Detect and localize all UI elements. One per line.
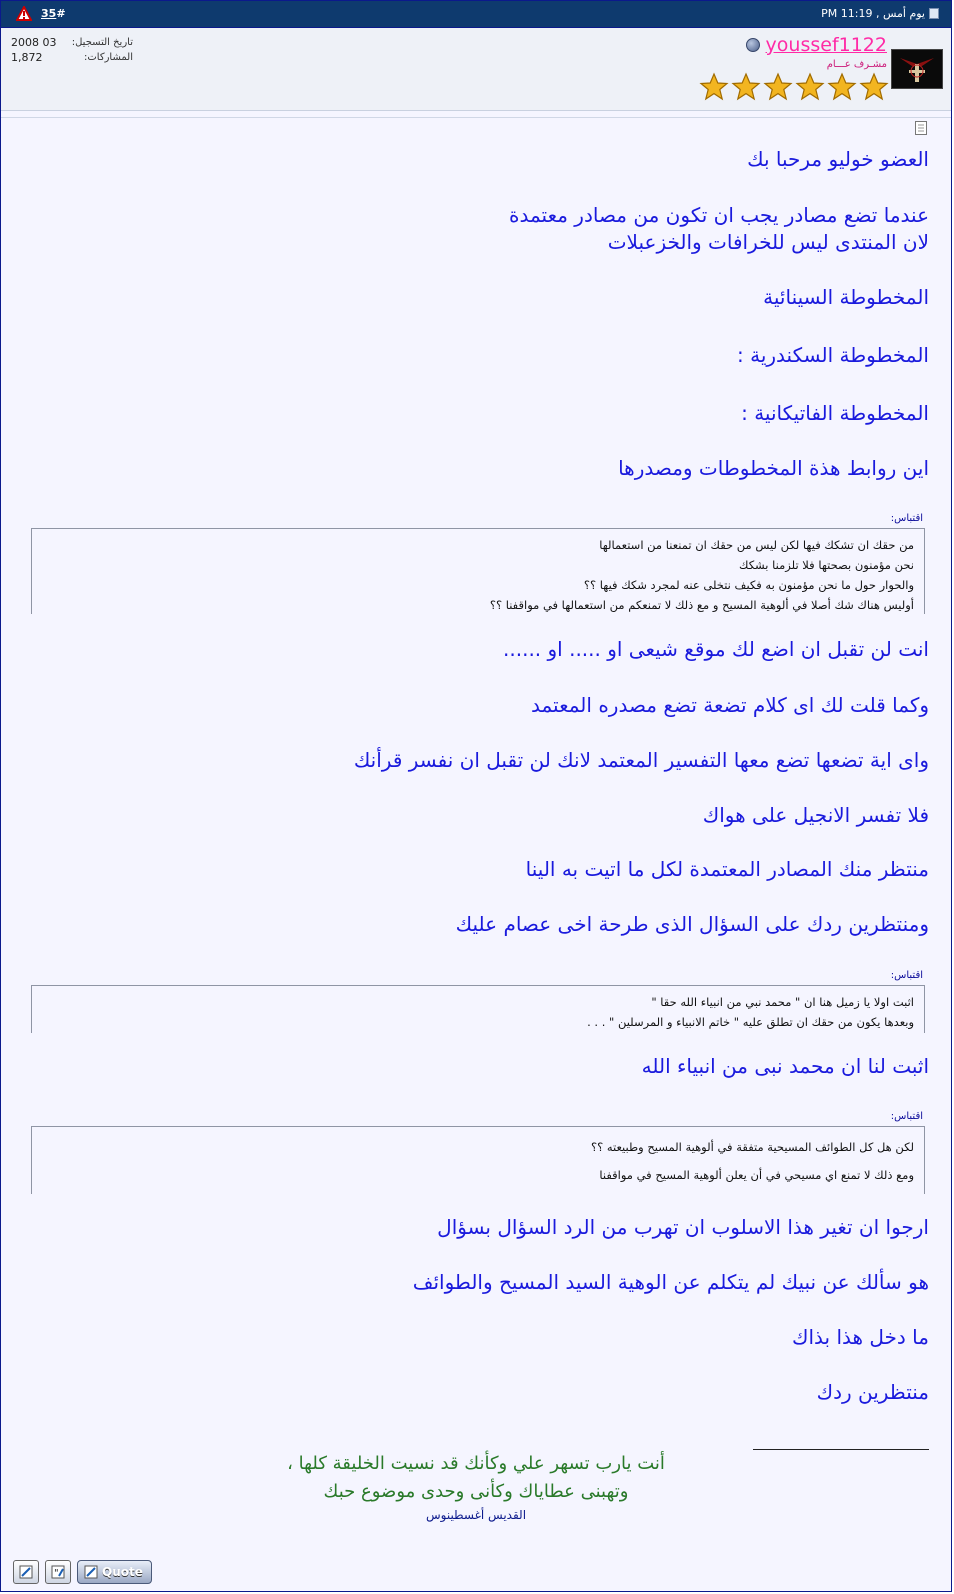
message-line: اثبت لنا ان محمد نبى من انبياء الله <box>641 1054 929 1078</box>
join-date-value: 03 2008 <box>11 36 57 49</box>
quote-line: نحن مؤمنون بصحتها فلا تلزمنا بشكك <box>739 558 914 572</box>
signature-line: أنت يارب تسهر علي وكأنك قد نسيت الخليقة كلها ، <box>287 1453 665 1474</box>
star-icon <box>795 72 825 102</box>
user-info-panel <box>1 28 951 111</box>
post-header <box>1 1 951 28</box>
quote-icon <box>84 1565 98 1579</box>
quote-line: من حقك ان تشكك فيها لكن ليس من حقك ان تمنعنا من استعمالها <box>599 538 914 552</box>
post-count-value: 1,872 <box>11 51 43 64</box>
multi-quote-button[interactable] <box>45 1560 71 1584</box>
quote-line: لكن هل كل الطوائف المسيحية متفقة في ألوهية المسيح وطبيعته ؟؟ <box>590 1140 914 1154</box>
message-body <box>1 139 951 1539</box>
message-line: هو سألك عن نبيك لم يتكلم عن الوهية السيد المسيح والطوائف <box>412 1270 929 1294</box>
quote-line: اثبت اولا يا زميل هنا ان " محمد نبي من انبياء الله حقا " <box>651 995 914 1009</box>
post-footer <box>1 1553 951 1591</box>
post-number-prefix: # <box>56 7 66 20</box>
join-date-label: تاريخ التسجيل: <box>71 37 133 48</box>
star-icon <box>731 72 761 102</box>
message-line: عندما تضع مصادر يجب ان تكون من مصادر معتمدة <box>509 203 929 227</box>
quote-box <box>31 985 925 1033</box>
signature-divider <box>753 1449 929 1450</box>
user-title: مشـرف عـــام <box>826 59 887 70</box>
message-line: انت لن تقبل ان اضع لك موقع شيعى او ..... او ...... <box>503 637 929 661</box>
svg-text:": " <box>54 1568 59 1579</box>
message-line: منتظرين ردك <box>816 1380 929 1404</box>
pencil-icon <box>18 1564 34 1580</box>
message-line: فلا تفسر الانجيل على هواك <box>702 803 929 827</box>
quote-label: اقتباس: <box>890 970 923 981</box>
offline-status-icon <box>746 38 760 52</box>
message-line: العضو خوليو مرحبا بك <box>747 147 929 171</box>
message-line: ومنتظرين ردك على السؤال الذى طرحة اخى عصام عليك <box>455 912 929 936</box>
star-icon <box>859 72 889 102</box>
quote-label: اقتباس: <box>890 1111 923 1122</box>
message-line: واى اية تضعها تضع معها التفسير المعتمد لانك لن تقبل ان نفسر قرأنك <box>353 748 929 772</box>
report-post-icon[interactable] <box>16 6 32 22</box>
message-line: المخطوطة الفاتيكانية : <box>741 401 929 425</box>
post-count-label: المشاركات: <box>84 52 133 63</box>
quote-label: اقتباس: <box>890 513 923 524</box>
post-date-text: يوم أمس , 11:19 PM <box>821 7 925 20</box>
message-line: ارجوا ان تغير هذا الاسلوب ان تهرب من الرد السؤال بسؤال <box>437 1215 929 1239</box>
quote-line: أوليس هناك شك أصلا في ألوهية المسيح و مع ذلك لا تمنعكم من استعمالها في مواقفنا ؟؟ <box>489 598 914 612</box>
quote-line: وبعدها يكون من حقك ان تطلق عليه " خاتم الانبياء و المرسلين " . . . <box>587 1015 914 1029</box>
username-link[interactable]: youssef1122 <box>765 34 887 56</box>
avatar[interactable] <box>891 49 943 89</box>
message-line: اين روابط هذة المخطوطات ومصدرها <box>618 456 929 480</box>
quote-box <box>31 528 925 614</box>
post-number <box>41 7 66 20</box>
message-line: المخطوطة السينائية <box>763 285 929 309</box>
signature-author: القديس أغسطينوس <box>425 1508 527 1522</box>
quote-button-label: Quote <box>102 1565 143 1579</box>
edit-post-button[interactable] <box>13 1560 39 1584</box>
post-date <box>821 7 939 20</box>
message-line: ما دخل هذا بذاك <box>791 1325 929 1349</box>
message-line: المخطوطة السكندرية : <box>737 343 929 367</box>
multiquote-icon <box>50 1564 66 1580</box>
post-number-link[interactable]: 35 <box>41 7 57 20</box>
message-line: وكما قلت لك اى كلام تضعة تضع مصدره المعتمد <box>531 693 929 717</box>
join-date-row <box>11 35 133 50</box>
star-icon <box>763 72 793 102</box>
message-line: لان المنتدى ليس للخرافات والخزعبلات <box>607 230 929 254</box>
message-line: منتظر منك المصادر المعتمدة لكل ما اتيت به الينا <box>525 857 929 881</box>
username-row <box>746 34 887 56</box>
quote-box <box>31 1126 925 1194</box>
quote-button[interactable] <box>77 1560 152 1584</box>
quote-line: والحوار حول ما نحن مؤمنون به فكيف نتخلى عنه لمجرد شكك فيها ؟؟ <box>583 578 914 592</box>
quote-line: ومع ذلك لا تمنع اي مسيحي في أن يعلن ألوهية المسيح في مواقفنا <box>599 1168 914 1182</box>
post-date-icon <box>929 8 939 19</box>
user-stats <box>11 35 133 65</box>
post-count-row <box>11 50 133 65</box>
user-rank-stars <box>699 72 889 102</box>
signature-line: وتهبنى عطاياك وكأنى وحدى موضوع حبك <box>323 1481 629 1502</box>
star-icon <box>699 72 729 102</box>
star-icon <box>827 72 857 102</box>
message-icon <box>915 121 927 135</box>
divider <box>1 117 951 118</box>
